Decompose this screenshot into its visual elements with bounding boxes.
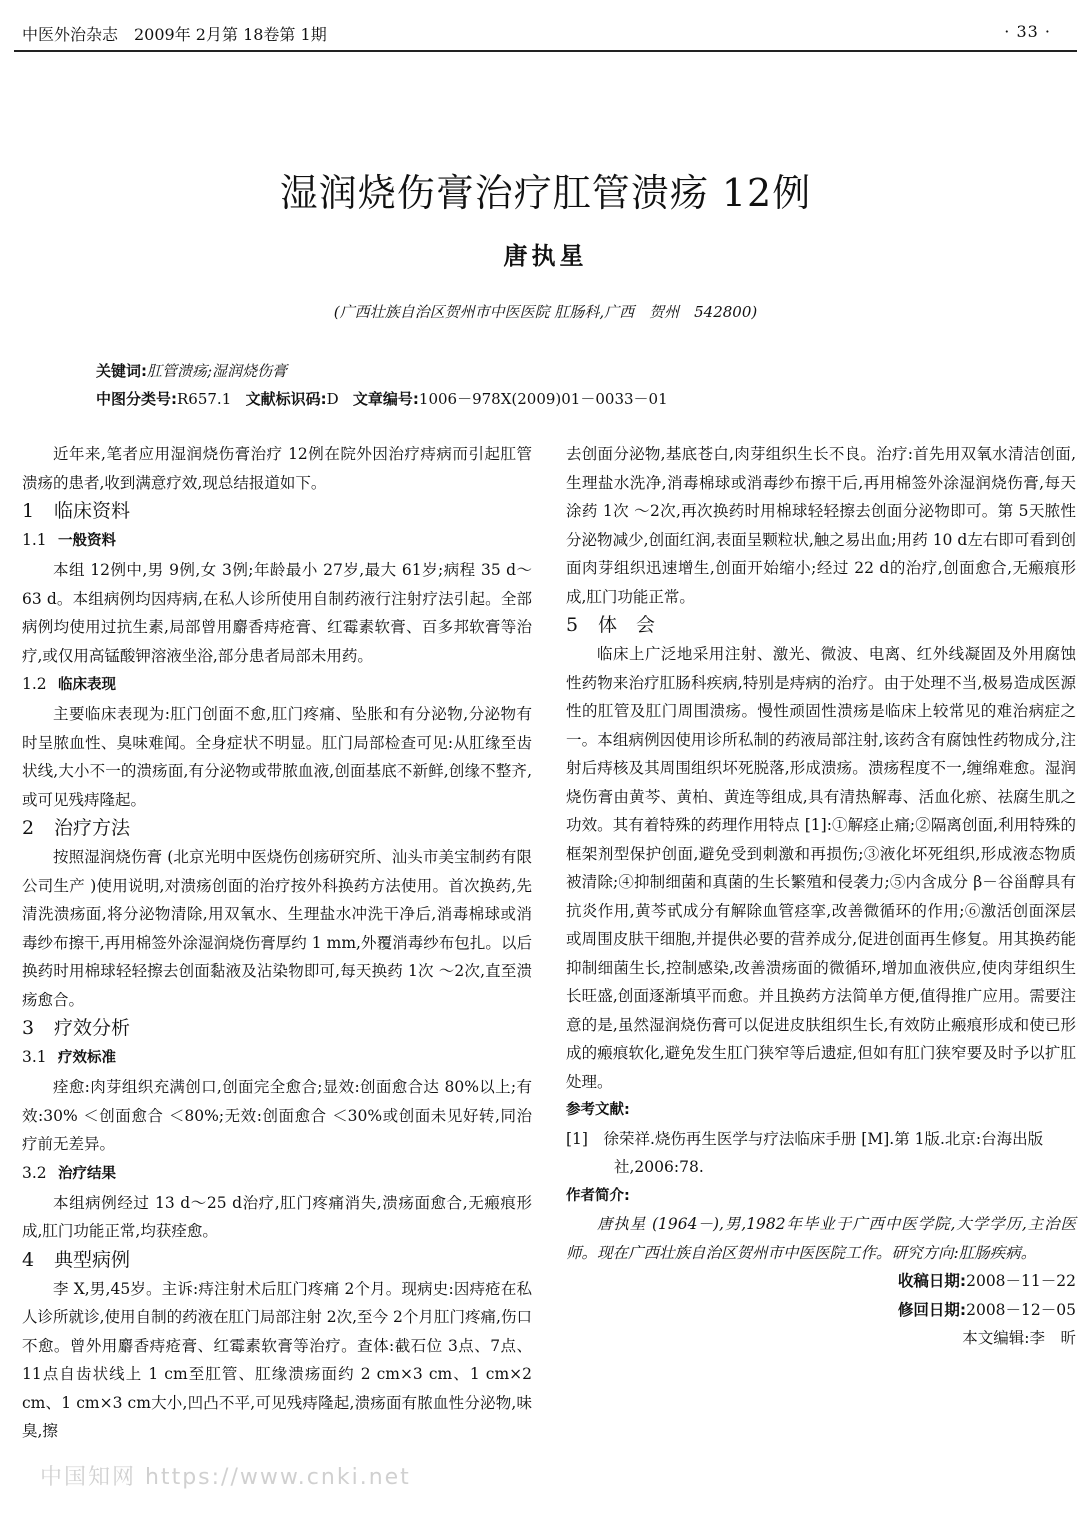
editor-line xyxy=(566,1324,1076,1353)
section-title: 临床资料 xyxy=(54,500,131,522)
article-number-label: 文章编号: xyxy=(352,390,419,408)
section-2-heading xyxy=(22,814,532,843)
section-1-2-heading xyxy=(22,670,532,700)
revised-label: 修回日期: xyxy=(897,1300,967,1319)
page-number: · 33 · xyxy=(1004,22,1051,41)
section-1-1-heading xyxy=(22,526,532,556)
left-column xyxy=(22,440,532,1446)
section-5-heading xyxy=(566,611,1076,640)
clinical-manifestation-paragraph: 主要临床表现为:肛门创面不愈,肛门疼痛、坠胀和有分泌物,分泌物有时呈脓血性、臭味难闻。全身症状不明显。肛门局部检查可见:从肛缘至齿状线,大小不一的溃疡面,有分泌物或带脓血液,创面基底不新鲜,创缘不整齐,或可见残痔隆起。 xyxy=(22,705,532,809)
section-number: 1.1 xyxy=(22,531,47,549)
section-3-1-heading xyxy=(22,1043,532,1073)
case-report-continued: 去创面分泌物,基底苍白,肉芽组织生长不良。治疗:首先用双氧水清洁创面,生理盐水洗净,消毒棉球或消毒纱布擦干后,再用棉签外涂湿润烧伤膏,每天涂药 1次 ～2次,再次换药时用棉球轻轻擦去创面分泌物即可。第 5天脓性分泌物减少,创面红润,表面呈颗粒状,触之易出血;用药 10 d左右即可看到创面肉芽组织迅速增生,创面开始缩小;经过 22 d的治疗,创面愈合,无瘢痕形成,肛门功能正常。 xyxy=(566,445,1076,606)
doccode: D xyxy=(326,390,339,408)
received-value: 2008－11－22 xyxy=(966,1272,1076,1290)
intro-paragraph: 近年来,笔者应用湿润烧伤膏治疗 12例在院外因治疗痔病而引起肛管溃疡的患者,收到满意疗效,现总结报道如下。 xyxy=(22,445,532,492)
doccode-label: 文献标识码: xyxy=(245,390,327,408)
section-title: 疗效标准 xyxy=(58,1050,116,1066)
author-name: 唐执星 xyxy=(503,241,588,270)
keywords-label: 关键词: xyxy=(96,362,147,380)
section-3-heading xyxy=(22,1014,532,1043)
discussion-paragraph: 临床上广泛地采用注射、激光、微波、电离、红外线凝固及外用腐蚀性药物来治疗肛肠科疾病,特别是痔病的治疗。由于处理不当,极易造成医源性的肛管及肛门周围溃疡。慢性顽固性溃疡是临床上较常见的难治病症之一。本组病例因使用诊所私制的药液局部注射,该药含有腐蚀性药物成分,注射后痔核及其周围组织坏死脱落,形成溃疡。溃疡程度不一,缠绵难愈。湿润烧伤膏由黄芩、黄柏、黄连等组成,具有清热解毒、活血化瘀、祛腐生肌之功效。其有着特殊的药理作用特点 [1]:①解痉止痛;②隔离创面,利用特殊的框架剂型保护创面,避免受到刺激和再损伤;③液化坏死组织,形成液态物质被清除;④抑制细菌和真菌的生长繁殖和侵袭力;⑤内含成分 β－谷甾醇具有抗炎作用,黄芩甙成分有解除血管痉挛,改善微循环的作用;⑥激活创面深层或周围皮肤干细胞,并提供必要的营养成分,促进创面再生修复。用其换药能抑制细菌生长,控制感染,改善溃疡面的微循环,增加血液供应,使肉芽组织生长旺盛,创面逐渐填平而愈。并且换药方法简单方便,值得推广应用。需要注意的是,虽然湿润烧伤膏可以促进皮肤组织生长,有效防止瘢痕形成和使已形成的瘢痕软化,避免发生肛门狭窄等后遗症,但如有肛门狭窄要及时予以扩肛处理。 xyxy=(566,645,1076,1091)
section-title: 疗效分析 xyxy=(54,1017,131,1039)
keywords: 肛管溃疡;湿润烧伤膏 xyxy=(147,362,288,380)
editor-name: 李 昕 xyxy=(1029,1329,1076,1347)
efficacy-criteria-paragraph: 痊愈:肉芽组织充满创口,创面完全愈合;显效:创面愈合达 80%以上;有效:30% ＜创面愈合 ＜80%;无效:创面愈合 ＜30%或创面未见好转,同治疗前无差异。 xyxy=(22,1078,532,1153)
reference-item: [1] 徐荣祥.烧伤再生医学与疗法临床手册 [M].第 1版.北京:台海出版社,2006:78. xyxy=(566,1129,1044,1176)
section-title: 临床表现 xyxy=(58,677,116,693)
classification-line xyxy=(96,388,668,409)
article-title: 湿润烧伤膏治疗肛管溃疡 12例 xyxy=(279,171,812,215)
section-number: 4 xyxy=(22,1248,35,1271)
author-affiliation: (广西壮族自治区贺州市中医医院 肛肠科,广西 贺州 542800) xyxy=(333,303,758,321)
references-heading: 参考文献: xyxy=(566,1102,630,1118)
section-title: 一般资料 xyxy=(58,533,116,549)
section-number: 3.2 xyxy=(22,1163,47,1182)
general-data-paragraph: 本组 12例中,男 9例,女 3例;年龄最小 27岁,最大 61岁;病程 35 d～63 d。本组病例均因痔病,在私人诊所使用自制药液行注射疗法引起。全部病例均使用过抗生素,局部曾用麝香痔疮膏、红霉素软膏、百多邦软膏等治疗,或仅用高锰酸钾溶液坐浴,部分患者局部未用药。 xyxy=(22,561,532,665)
keywords-line xyxy=(96,360,287,381)
section-title: 治疗结果 xyxy=(58,1165,116,1182)
clc-label: 中图分类号: xyxy=(96,390,177,408)
section-number: 2 xyxy=(22,817,35,839)
revised-date xyxy=(566,1296,1076,1325)
author-bio-heading: 作者简介: xyxy=(566,1187,630,1204)
section-number: 1.2 xyxy=(22,675,47,693)
right-column xyxy=(566,440,1076,1353)
section-3-2-heading xyxy=(22,1159,532,1189)
section-number: 1 xyxy=(22,500,35,522)
section-number: 3.1 xyxy=(22,1048,47,1066)
article-number: 1006－978X(2009)01－0033－01 xyxy=(418,390,668,408)
clc-code: R657.1 xyxy=(177,390,232,408)
journal-header: 中医外治杂志 2009年 2月第 18卷第 1期 xyxy=(22,25,327,44)
revised-value: 2008－12－05 xyxy=(966,1300,1076,1319)
received-label: 收稿日期: xyxy=(897,1272,967,1290)
section-title: 典型病例 xyxy=(54,1248,131,1271)
editor-label: 本文编辑: xyxy=(962,1329,1030,1347)
received-date xyxy=(566,1267,1076,1296)
header-rule xyxy=(14,50,1077,52)
section-1-heading xyxy=(22,497,532,526)
treatment-paragraph: 按照湿润烧伤膏 (北京光明中医烧伤创疡研究所、汕头市美宝制药有限公司生产 )使用说明,对溃疡创面的治疗按外科换药方法使用。首次换药,先清洗溃疡面,将分泌物清除,用双氧水、生理盐水冲洗干净后,消毒棉球或消毒纱布擦干,再用棉签外涂湿润烧伤膏厚约 1 mm,外覆消毒纱布包扎。以后换药时用棉球轻轻擦去创面黏液及沾染物即可,每天换药 1次 ～2次,直至溃疡愈合。 xyxy=(22,848,532,1009)
section-title: 体 会 xyxy=(598,614,656,636)
author-bio: 唐执星 (1964－),男,1982年毕业于广西中医学院,大学学历,主治医师。现在广西壮族自治区贺州市中医医院工作。研究方向:肛肠疾病。 xyxy=(566,1215,1076,1262)
treatment-result-paragraph: 本组病例经过 13 d～25 d治疗,肛门疼痛消失,溃疡面愈合,无瘢痕形成,肛门功能正常,均获痊愈。 xyxy=(22,1193,532,1240)
section-title: 治疗方法 xyxy=(54,817,131,839)
cnki-watermark: 中国知网 https://www.cnki.net xyxy=(40,1465,411,1490)
section-number: 3 xyxy=(22,1017,35,1039)
case-report-paragraph: 李 X,男,45岁。主诉:痔注射术后肛门疼痛 2个月。现病史:因痔疮在私人诊所就诊,使用自制的药液在肛门局部注射 2次,至今 2个月肛门疼痛,伤口不愈。曾外用麝香痔疮膏、红霉素软膏等治疗。查体:截石位 3点、7点、11点自齿状线上 1 cm至肛管、肛缘溃疡面约 2 cm×3 cm、1 cm×2 cm、1 cm×3 cm大小,凹凸不平,可见残痔隆起,溃疡面有脓血性分泌物,味臭,擦 xyxy=(22,1279,532,1440)
section-4-heading xyxy=(22,1246,532,1275)
section-number: 5 xyxy=(566,614,579,636)
